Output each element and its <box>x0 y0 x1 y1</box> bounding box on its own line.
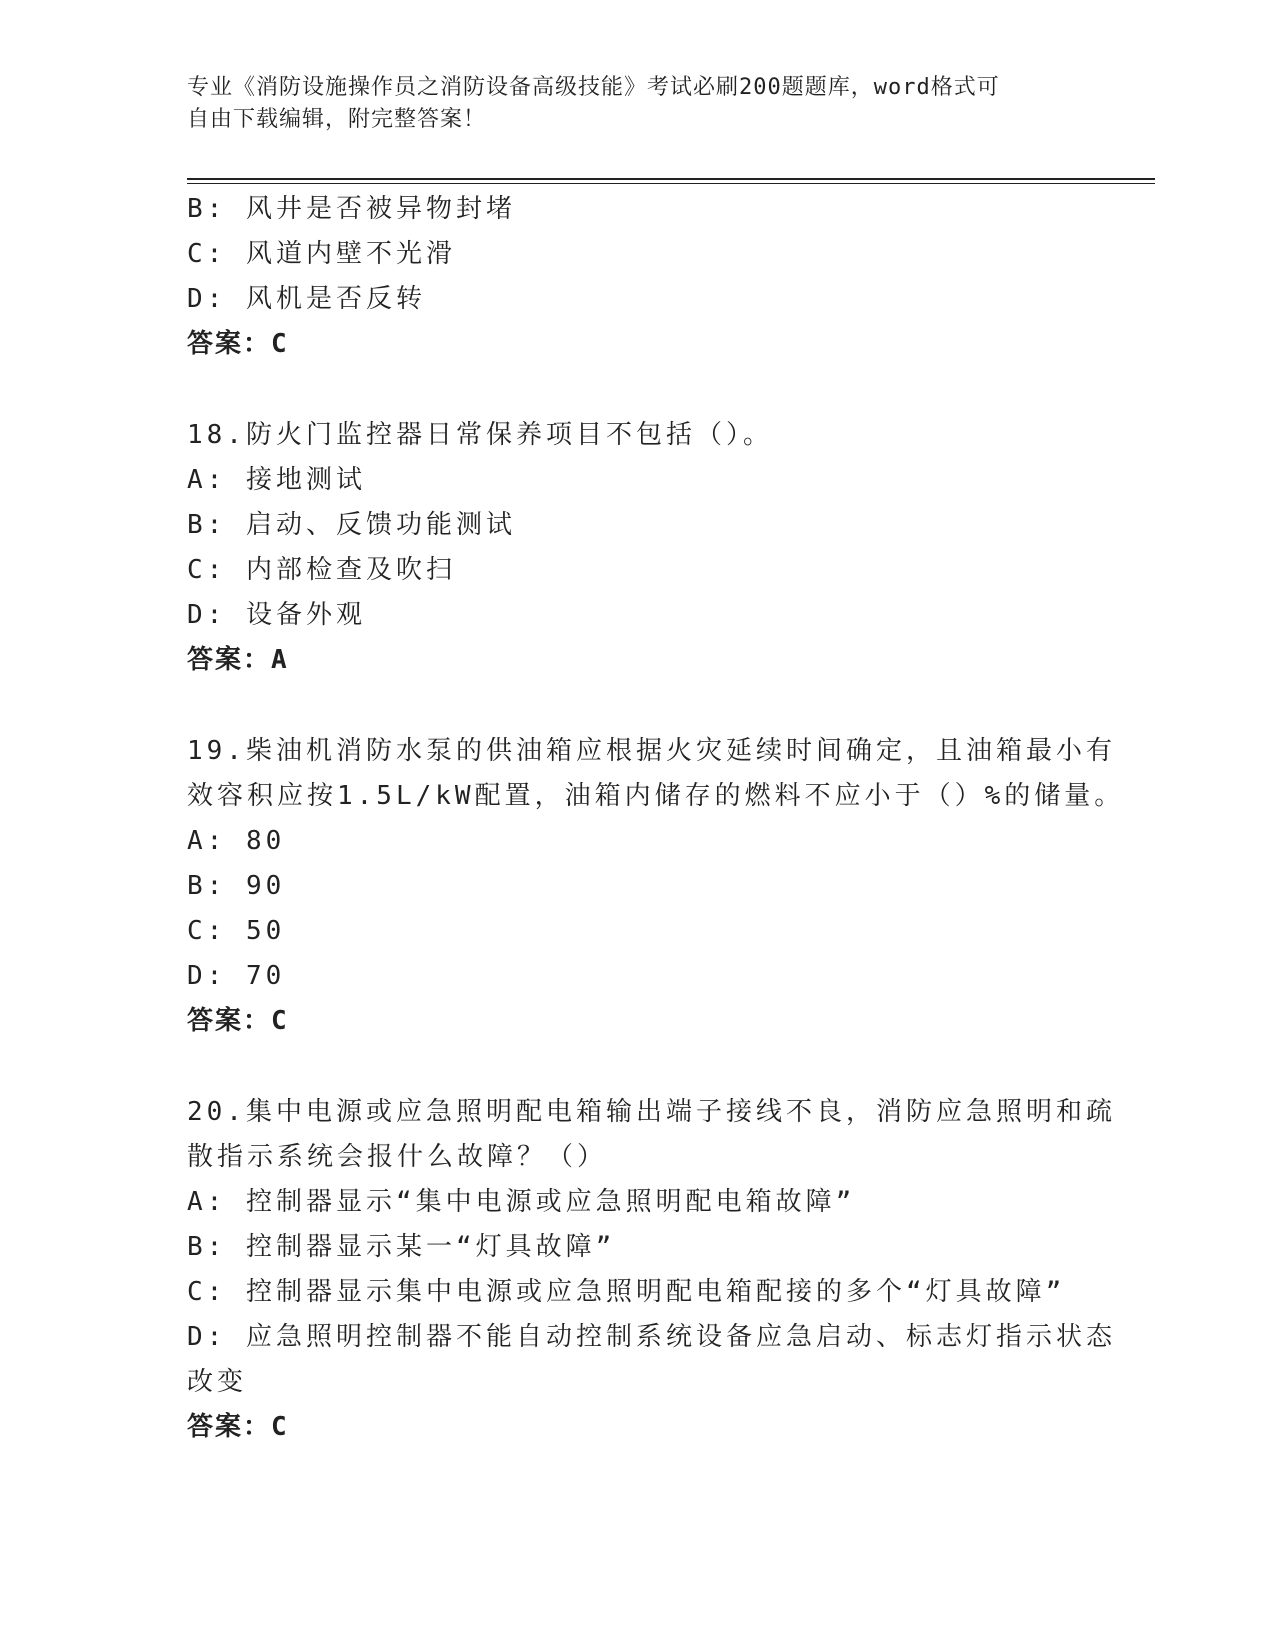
q17-option-b: B: 风井是否被异物封堵 <box>187 194 516 224</box>
q17-answer: 答案：C <box>187 329 289 359</box>
q19-question-line-1: 19.柴油机消防水泵的供油箱应根据火灾延续时间确定，且油箱最小有 <box>187 736 1116 766</box>
q18-option-c: C: 内部检查及吹扫 <box>187 555 456 585</box>
q19-question-line-2: 效容积应按1.5L/kW配置，油箱内储存的燃料不应小于（）%的储量。 <box>187 781 1125 811</box>
document-header <box>187 72 1087 136</box>
q20-option-c: C: 控制器显示集中电源或应急照明配电箱配接的多个“灯具故障” <box>187 1277 1066 1307</box>
q19-option-a: A: 80 <box>187 826 286 856</box>
q18-option-b: B: 启动、反馈功能测试 <box>187 510 516 540</box>
q18-option-d: D: 设备外观 <box>187 600 366 630</box>
header-line-1: 专业《消防设施操作员之消防设备高级技能》考试必刷200题题库，word格式可 <box>187 75 1000 100</box>
header-divider-thick <box>187 178 1155 180</box>
q19-option-d: D: 70 <box>187 961 286 991</box>
q20-question-line-1: 20.集中电源或应急照明配电箱输出端子接线不良，消防应急照明和疏 <box>187 1097 1116 1127</box>
q19-option-b: B: 90 <box>187 871 286 901</box>
q20-option-d-line-1: D: 应急照明控制器不能自动控制系统设备应急启动、标志灯指示状态 <box>187 1322 1116 1352</box>
q19-answer: 答案：C <box>187 1006 289 1036</box>
q20-option-a: A: 控制器显示“集中电源或应急照明配电箱故障” <box>187 1187 856 1217</box>
header-line-2: 自由下载编辑，附完整答案！ <box>187 107 487 132</box>
q18-answer: 答案：A <box>187 645 289 675</box>
q18-question: 18.防火门监控器日常保养项目不包括（）。 <box>187 420 773 450</box>
q18-option-a: A: 接地测试 <box>187 465 366 495</box>
q20-answer: 答案：C <box>187 1412 289 1442</box>
q20-option-b: B: 控制器显示某一“灯具故障” <box>187 1232 616 1262</box>
q19-option-c: C: 50 <box>187 916 286 946</box>
q20-question-line-2: 散指示系统会报什么故障？（） <box>187 1142 608 1172</box>
q17-option-d: D: 风机是否反转 <box>187 284 426 314</box>
header-divider-thin <box>187 183 1155 184</box>
q20-option-d-line-2: 改变 <box>187 1367 248 1397</box>
q17-option-c: C: 风道内壁不光滑 <box>187 239 456 269</box>
